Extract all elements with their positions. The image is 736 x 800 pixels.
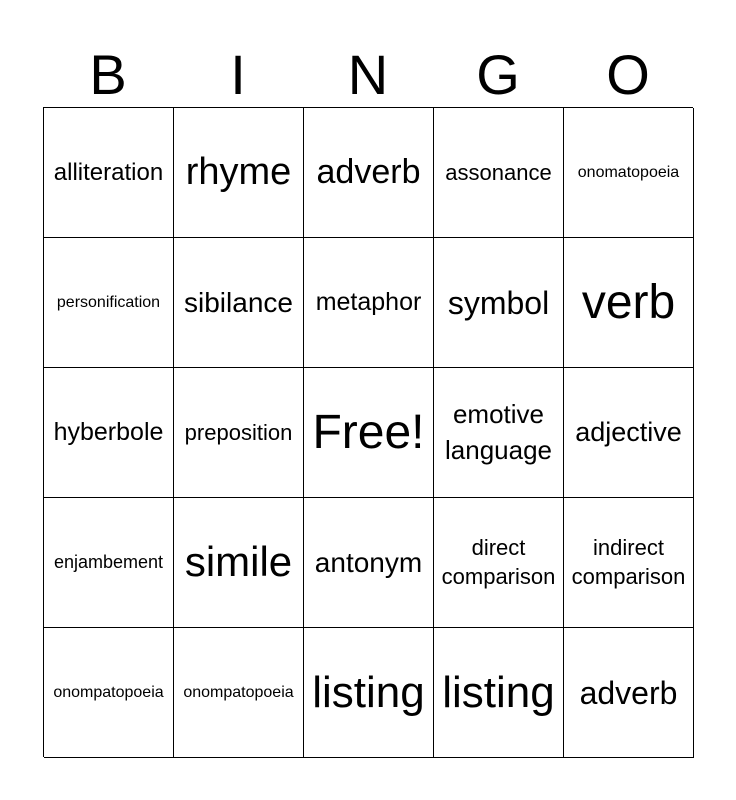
cell-label: preposition [184, 419, 293, 445]
bingo-cell[interactable] [434, 108, 564, 238]
free-space-cell[interactable] [304, 368, 434, 498]
header-letter-i: I [230, 43, 246, 106]
header-letter-o: O [606, 43, 650, 106]
bingo-cell[interactable] [304, 108, 434, 238]
bingo-cell[interactable] [564, 108, 694, 238]
cell-label: metaphor [315, 287, 422, 316]
bingo-cell[interactable] [44, 498, 174, 628]
cell-label: alliteration [53, 158, 164, 186]
cell-label: adjective [575, 416, 682, 447]
cell-label: direct comparison [441, 534, 556, 589]
cell-label: verb [581, 275, 676, 329]
bingo-cell[interactable] [304, 238, 434, 368]
bingo-cell[interactable] [174, 108, 304, 238]
header-letter-b: B [89, 43, 127, 106]
cell-label: symbol [447, 284, 550, 321]
cell-label: rhyme [185, 150, 292, 193]
cell-label: assonance [445, 159, 552, 185]
bingo-cell[interactable] [564, 498, 694, 628]
cell-label: sibilance [184, 287, 293, 318]
bingo-cell[interactable] [564, 368, 694, 498]
cell-label: enjambement [53, 552, 164, 573]
bingo-cell[interactable] [44, 368, 174, 498]
bingo-cell[interactable] [174, 628, 304, 758]
cell-label: indirect comparison [571, 534, 686, 589]
bingo-cell[interactable] [564, 628, 694, 758]
cell-label: emotive language [445, 399, 552, 465]
bingo-cell[interactable] [304, 498, 434, 628]
bingo-cell[interactable] [434, 628, 564, 758]
header-letter-n: N [347, 43, 389, 106]
cell-label: simile [184, 538, 293, 586]
bingo-board [43, 107, 693, 757]
cell-label: hyberbole [53, 417, 164, 446]
bingo-cell[interactable] [44, 108, 174, 238]
cell-label: personification [56, 293, 161, 311]
bingo-cell[interactable] [174, 238, 304, 368]
bingo-cell[interactable] [434, 498, 564, 628]
bingo-cell[interactable] [44, 628, 174, 758]
bingo-cell[interactable] [564, 238, 694, 368]
bingo-cell[interactable] [44, 238, 174, 368]
cell-label: listing [312, 668, 425, 717]
cell-label: listing [442, 668, 555, 717]
bingo-cell[interactable] [304, 628, 434, 758]
cell-label: onomatopoeia [577, 163, 680, 181]
cell-label: adverb [316, 153, 421, 192]
bingo-cell[interactable] [434, 238, 564, 368]
bingo-header [43, 44, 693, 106]
bingo-cell[interactable] [174, 368, 304, 498]
cell-label: onompatopoeia [53, 683, 164, 701]
free-space-label: Free! [312, 405, 425, 459]
bingo-cell[interactable] [434, 368, 564, 498]
cell-label: onompatopoeia [183, 683, 294, 701]
bingo-cell[interactable] [174, 498, 304, 628]
header-letter-g: G [476, 43, 520, 106]
cell-label: adverb [579, 674, 678, 711]
cell-label: antonym [314, 547, 423, 578]
